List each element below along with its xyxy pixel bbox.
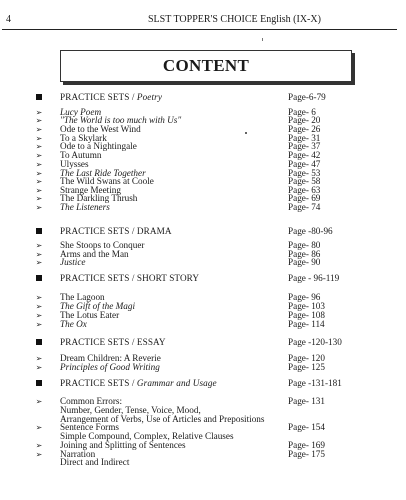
entry-title: The Wild Swans at Coole: [60, 176, 154, 186]
entry-title: Ulysses: [60, 159, 89, 169]
content-heading: CONTENT: [162, 56, 250, 75]
entry-title: Strange Meeting: [60, 185, 121, 195]
section-title: [60, 273, 199, 284]
entry-title: Justice: [60, 257, 86, 267]
toc-section: [0, 337, 406, 348]
entry-title: The Ox: [60, 319, 87, 329]
page-reference: Page- 96: [288, 292, 321, 302]
entry-title: Arrangement of Verbs, Use of Articles and Prepositions: [60, 414, 265, 424]
section-title: [60, 378, 217, 389]
toc-subline: [0, 457, 406, 468]
entry-title: Ode to the West Wind: [60, 124, 141, 134]
toc-section: [0, 92, 406, 103]
section-genre: Poetry: [136, 92, 162, 102]
entry-title: "The World is too much with Us": [60, 115, 182, 125]
section-label: PRACTICE SETS /: [60, 378, 137, 388]
entry-title: She Stoops to Conquer: [60, 240, 145, 250]
toc-entry: [0, 319, 406, 330]
arrow-bullet-icon: ➢: [35, 423, 43, 432]
toc-section: [0, 273, 406, 284]
square-bullet-shape: [36, 228, 42, 234]
running-title: SLST TOPPER'S CHOICE English (IX-X): [148, 14, 321, 25]
entry-title: To a Skylark: [60, 133, 107, 143]
entry-title: Lucy Poem: [60, 107, 102, 117]
square-bullet-icon: [34, 273, 44, 284]
page-reference: Page- 74: [288, 202, 321, 212]
page-reference: Page- 37: [288, 141, 321, 151]
page-reference: Page- 86: [288, 249, 321, 259]
entry-title: The Listeners: [60, 202, 110, 212]
section-title: [60, 226, 172, 237]
page-reference: Page -131-181: [288, 378, 342, 388]
section-title: [60, 337, 166, 348]
toc-section: [0, 226, 406, 237]
toc-section: [0, 378, 406, 389]
entry-title: The Gift of the Magi: [60, 301, 136, 311]
section-label: PRACTICE SETS /: [60, 92, 137, 102]
entry-title: The Lagoon: [60, 292, 105, 302]
entry-title: Direct and Indirect: [60, 457, 130, 467]
page-reference: Page- 20: [288, 115, 321, 125]
page-reference: Page - 96-119: [288, 273, 340, 283]
square-bullet-icon: [34, 337, 44, 348]
square-bullet-icon: [34, 226, 44, 237]
entry-title: Common Errors:: [60, 396, 123, 406]
square-bullet-shape: [36, 94, 42, 100]
entry-title: Simple Compound, Complex, Relative Clauses: [60, 431, 234, 441]
page-reference: Page- 108: [288, 310, 325, 320]
page-reference: Page-6-79: [288, 92, 326, 102]
toc-entry: [0, 257, 406, 268]
page-reference: Page -80-96: [288, 226, 333, 236]
arrow-bullet-icon: ➢: [35, 258, 43, 267]
page-reference: Page- 125: [288, 362, 325, 372]
arrow-bullet-icon: ➢: [35, 441, 43, 450]
square-bullet-shape: [36, 275, 42, 281]
arrow-bullet-icon: ➢: [35, 311, 43, 320]
square-bullet-icon: [34, 92, 44, 103]
entry-title: Narration: [60, 449, 96, 459]
arrow-bullet-icon: ➢: [35, 302, 43, 311]
toc-entry: [0, 362, 406, 373]
section-label: PRACTICE SETS / DRAMA: [60, 226, 172, 236]
arrow-bullet-icon: ➢: [35, 363, 43, 372]
arrow-bullet-icon: ➢: [35, 125, 43, 134]
section-label: PRACTICE SETS / SHORT STORY: [60, 273, 200, 283]
arrow-bullet-icon: ➢: [35, 397, 43, 406]
entry-title: Joining and Splitting of Sentences: [60, 440, 186, 450]
entry-title: The Last Ride Together: [60, 168, 146, 178]
section-title: [60, 92, 162, 103]
entry-title: Dream Children: A Reverie: [60, 353, 161, 363]
square-bullet-shape: [36, 380, 42, 386]
page-reference: Page- 69: [288, 193, 321, 203]
square-bullet-icon: [34, 378, 44, 389]
page-reference: Page- 175: [288, 449, 325, 459]
arrow-bullet-icon: ➢: [35, 186, 43, 195]
arrow-bullet-icon: ➢: [35, 203, 43, 212]
page-reference: Page- 169: [288, 440, 325, 450]
arrow-bullet-icon: ➢: [35, 241, 43, 250]
page-reference: Page- 63: [288, 185, 321, 195]
section-genre: Grammar and Usage: [136, 378, 217, 388]
arrow-bullet-icon: ➢: [35, 169, 43, 178]
page-reference: Page- 31: [288, 133, 321, 143]
page-reference: Page- 58: [288, 176, 321, 186]
toc-entry: [0, 202, 406, 213]
arrow-bullet-icon: ➢: [35, 116, 43, 125]
square-bullet-shape: [36, 339, 42, 345]
entry-title: The Darkling Thrush: [60, 193, 138, 203]
page-reference: Page -120-130: [288, 337, 342, 347]
arrow-bullet-icon: ➢: [35, 151, 43, 160]
arrow-bullet-icon: ➢: [35, 142, 43, 151]
arrow-bullet-icon: ➢: [35, 177, 43, 186]
entry-title: Ode to a Nightingale: [60, 141, 137, 151]
page-reference: Page- 90: [288, 257, 321, 267]
entry-title: Arms and the Man: [60, 249, 129, 259]
arrow-bullet-icon: ➢: [35, 250, 43, 259]
arrow-bullet-icon: ➢: [35, 194, 43, 203]
page-reference: Page- 154: [288, 422, 325, 432]
entry-title: Number, Gender, Tense, Voice, Mood,: [60, 405, 201, 415]
arrow-bullet-icon: ➢: [35, 160, 43, 169]
page-reference: Page- 6: [288, 107, 316, 117]
arrow-bullet-icon: ➢: [35, 293, 43, 302]
page-reference: Page- 131: [288, 396, 325, 406]
page-number: 4: [6, 14, 11, 25]
arrow-bullet-icon: ➢: [35, 134, 43, 143]
page-reference: Page- 47: [288, 159, 321, 169]
entry-title: The Lotus Eater: [60, 310, 120, 320]
page-reference: Page- 80: [288, 240, 321, 250]
entry-title: Sentence Forms: [60, 422, 119, 432]
arrow-bullet-icon: ➢: [35, 320, 43, 329]
page-reference: Page- 114: [288, 319, 325, 329]
page-reference: Page- 103: [288, 301, 325, 311]
entry-title: Principles of Good Writing: [60, 362, 160, 372]
entry-title: To Autumn: [60, 150, 102, 160]
arrow-bullet-icon: ➢: [35, 450, 43, 459]
stray-dot: [245, 132, 247, 134]
page-reference: Page- 26: [288, 124, 321, 134]
arrow-bullet-icon: ➢: [35, 108, 43, 117]
arrow-bullet-icon: ➢: [35, 354, 43, 363]
page-reference: Page- 120: [288, 353, 325, 363]
page-reference: Page- 53: [288, 168, 321, 178]
page-reference: Page- 42: [288, 150, 321, 160]
section-label: PRACTICE SETS / ESSAY: [60, 337, 166, 347]
